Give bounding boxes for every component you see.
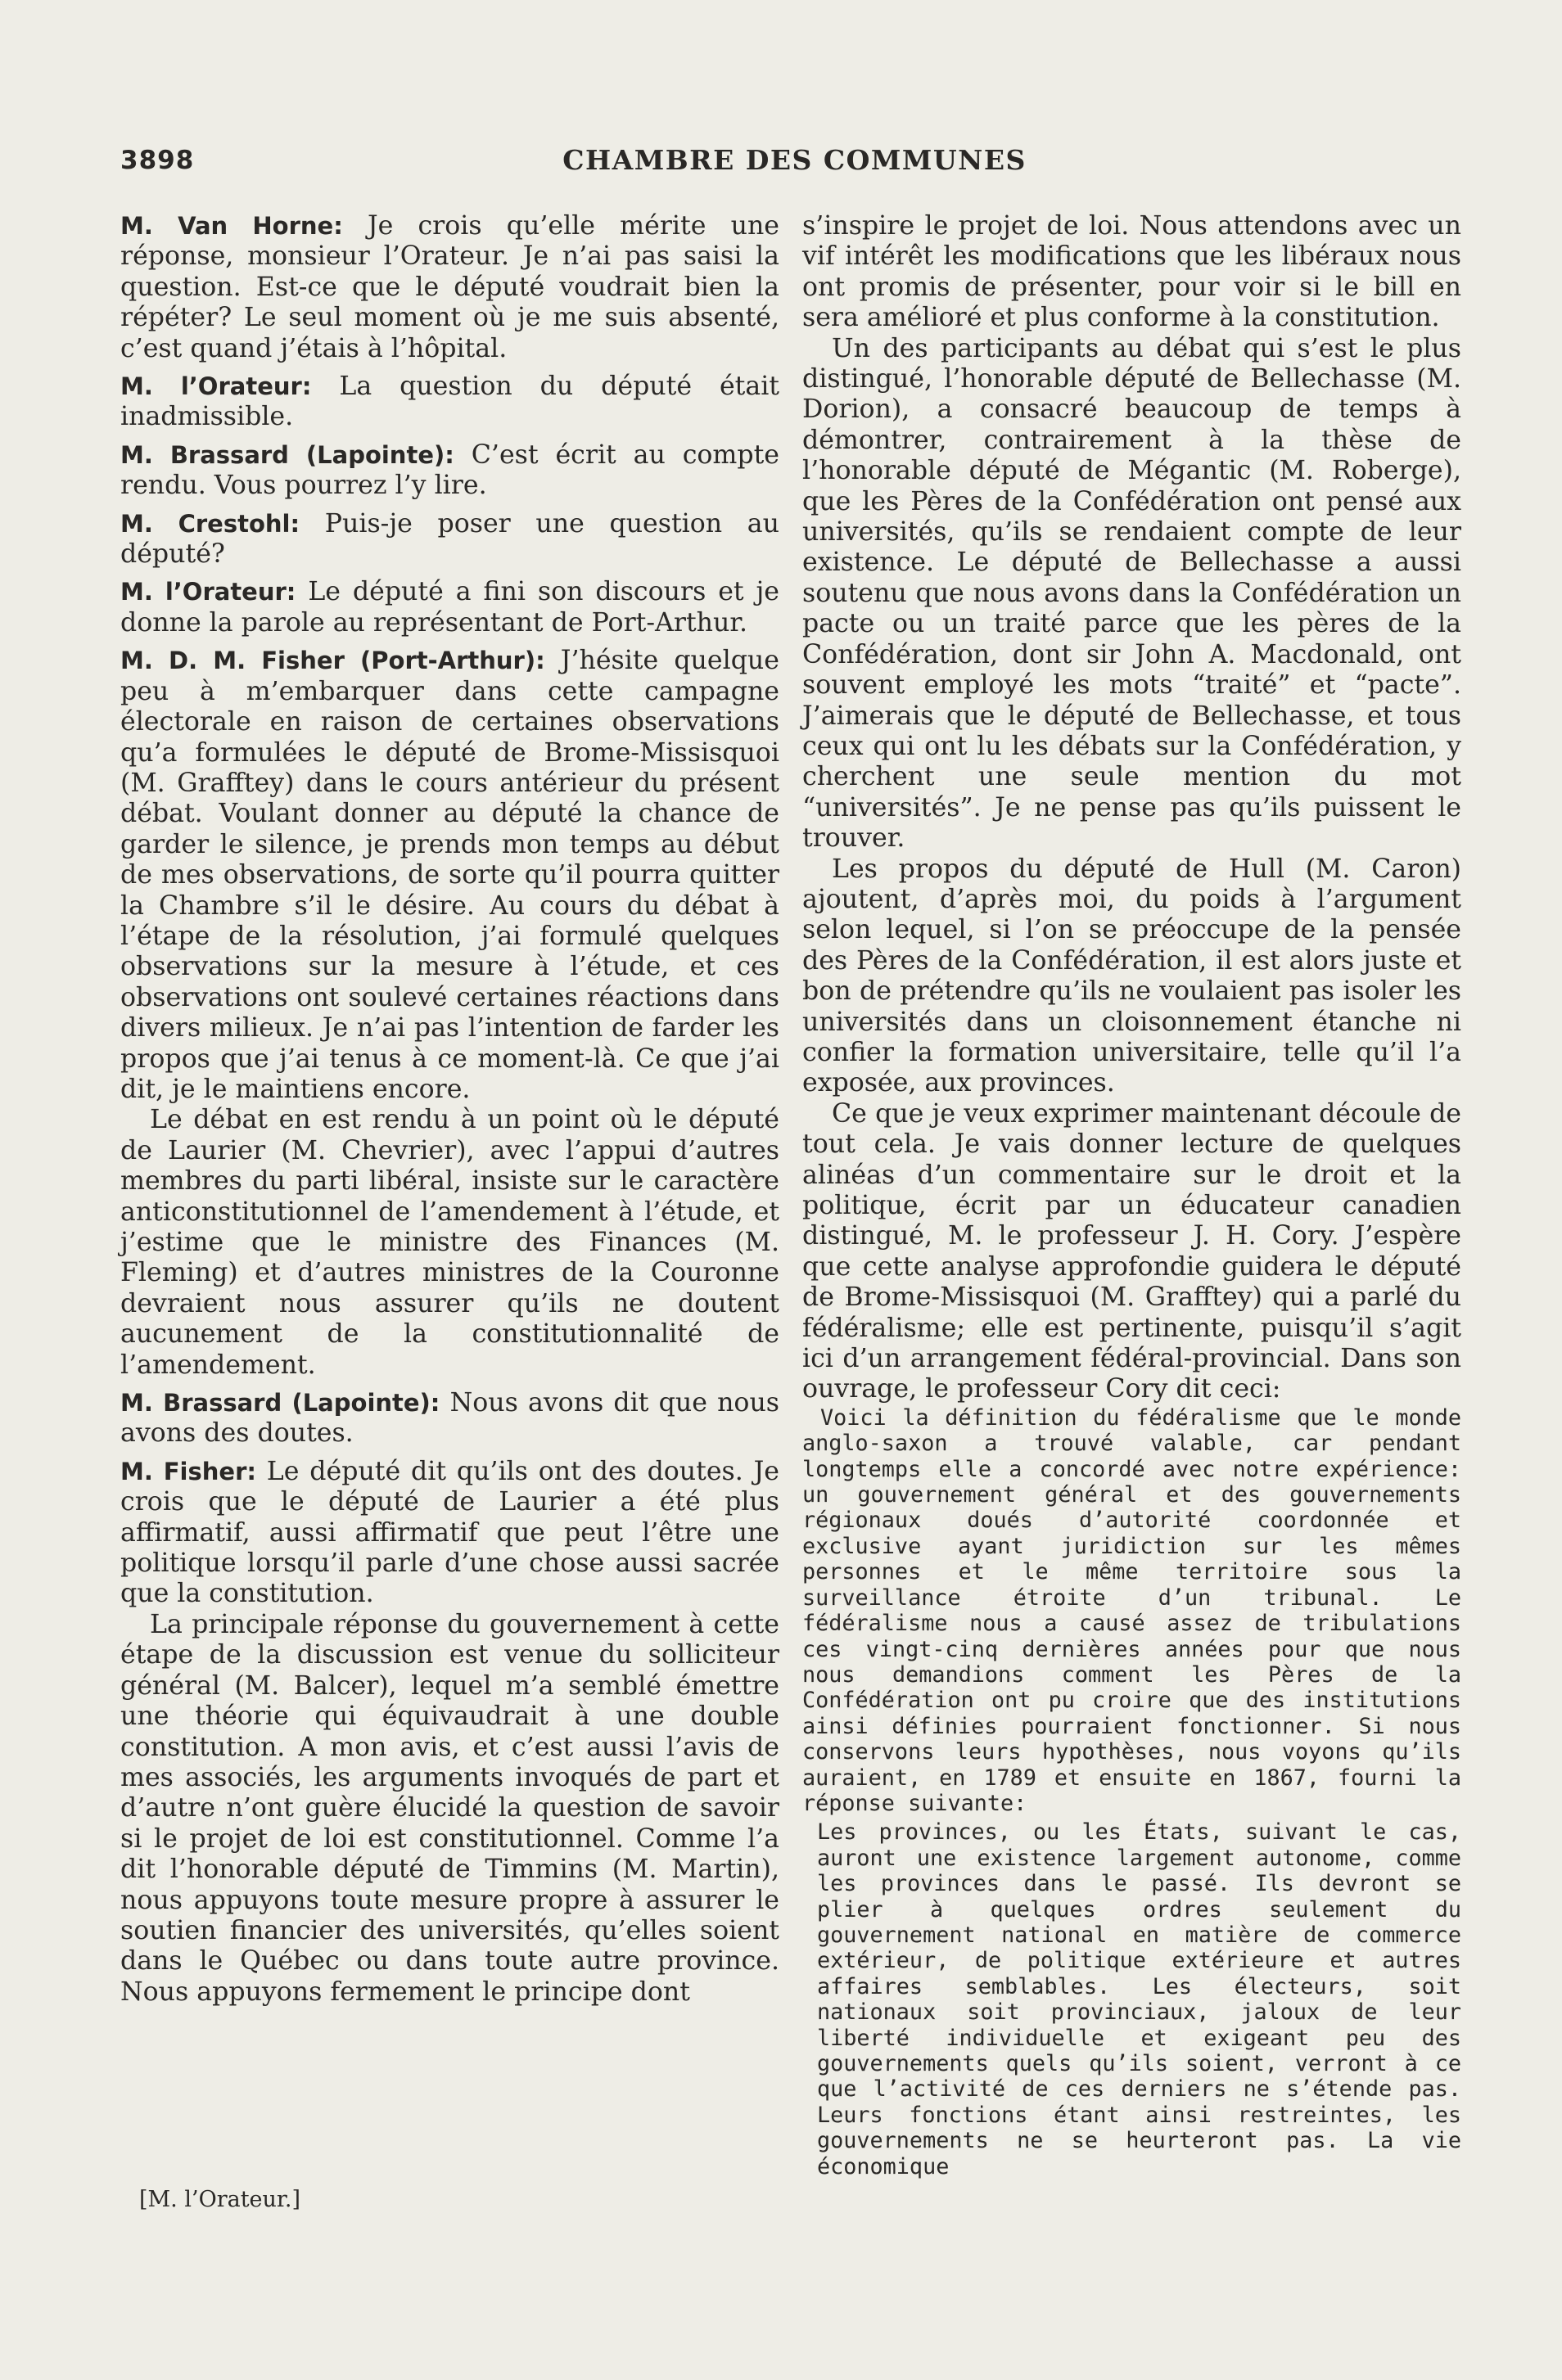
speech-text: Je crois qu’elle mérite une réponse, monsieur l’Orateur. Je n’ai pas saisi la question. Est-ce que le député voudrait bien la répéter? Le seul moment où je me suis absenté, c’est quand j’étais à l’hôpital. <box>120 211 779 363</box>
speech-text: Le député dit qu’ils ont des doutes. Je crois que le député de Laurier a été plus affirmatif, aussi affirmatif que peut l’être une politique lorsqu’il parle d’une chose aussi sacrée que la constitution. <box>120 1456 779 1609</box>
page-header <box>120 144 1469 185</box>
speaker-name: M. l’Orateur: <box>120 372 312 401</box>
speech-text: La question du député était inadmissible. <box>120 372 780 432</box>
page-number: 3898 <box>120 146 195 175</box>
nested-block-quote: Les provinces, ou les États, suivant le cas, auront une existence largement autonome, comme les provinces dans le passé. Ils devront se plier à quelques ordres seulement du gouvernement national en matière de commerce extérieur, de politique extérieure et autres affaires semblables. Les électeurs, soit nationaux soit provinciaux, jaloux de leur liberté individuelle et exigeant peu des gouvernements quels qu’ils soient, verront à ce que l’activité de ces derniers ne s’étende pas. Leurs fonctions étant ainsi restreintes, les gouvernements ne se heurteront pas. La vie économique <box>817 1819 1461 2179</box>
speech-text: La principale réponse du gouvernement à cette étape de la discussion est venue du solliciteur général (M. Balcer), lequel m’a semblé émettre une théorie qui équivaudrait à une double constitution. A mon avis, et c’est aussi l’avis de mes associés, les arguments invoqués de part et d’autre n’ont guère élucidé la question de savoir si le projet de loi est constitutionnel. Comme l’a dit l’honorable député de Timmins (M. Martin), nous appuyons toute mesure propre à assurer le soutien financier des universités, qu’elles soient dans le Québec ou dans toute autre province. Nous appuyons fermement le principe dont <box>120 1609 779 2007</box>
speaker-name: M. Van Horne: <box>120 212 343 240</box>
speech-paragraph <box>120 372 779 433</box>
speech-text: C’est écrit au compte rendu. Vous pourrez l’y lire. <box>120 439 779 501</box>
body-paragraph: Un des participants au débat qui s’est le plus distingué, l’honorable député de Bellechasse (M. Dorion), a consacré beaucoup de temps à démontrer, contrairement à la thèse de l’honorable député de Mégantic (M. Roberge), que les Pères de la Confédération ont pensé aux universités, qu’ils se rendaient compte de leur existence. Le député de Bellechasse a aussi soutenu que nous avons dans la Confédération un pacte ou un traité parce que les pères de la Confédération, dont sir John A. Macdonald, ont souvent employé les mots “traité” et “pacte”. J’aimerais que le député de Bellechasse, et tous ceux qui ont lu les débats sur la Confédération, y cherchent une seule mention du mot “universités”. Je ne pense pas qu’ils puissent le trouver. <box>802 333 1461 854</box>
speech-text: Nous avons dit que nous avons des doutes. <box>120 1388 780 1449</box>
body-paragraph: Les propos du député de Hull (M. Caron) ajoutent, d’après moi, du poids à l’argument selon lequel, si l’on se préoccupe de la pensée des Pères de la Confédération, il est alors juste et bon de prétendre qu’ils ne voulaient pas isoler les universités dans un cloisonnement étanche ni confier la formation universitaire, telle qu’il l’a exposée, aux provinces. <box>802 854 1461 1098</box>
speaker-name: M. l’Orateur: <box>120 578 296 606</box>
speaker-name: M. D. M. Fisher (Port-Arthur): <box>120 647 545 675</box>
speaker-name: M. Brassard (Lapointe): <box>120 440 454 469</box>
speech-paragraph <box>120 440 779 502</box>
body-paragraph: s’inspire le projet de loi. Nous attendons avec un vif intérêt les modifications que les libéraux nous ont promis de présenter, pour voir si le bill en sera amélioré et plus conforme à la constitution. <box>802 211 1461 333</box>
running-head: CHAMBRE DES COMMUNES <box>562 144 1027 176</box>
speech-text: J’hésite quelque peu à m’embarquer dans cette campagne électorale en raison de certaines observations qu’a formulées le député de Brome-Missisquoi (M. Grafftey) dans le cours antérieur du présent débat. Voulant donner au député la chance de garder le silence, je prends mon temps au début de mes observations, de sorte qu’il pourra quitter la Chambre s’il le désire. Au cours du débat à l’étape de la résolution, j’ai formulé quelques observations sur la mesure à l’étude, et ces observations ont soulevé certaines réactions dans divers milieux. Je n’ai pas l’intention de farder les propos que j’ai tenus à ce moment-là. Ce que j’ai dit, je le maintiens encore. <box>120 646 779 1104</box>
block-quote: Voici la définition du fédéralisme que le monde anglo-saxon a trouvé valable, car pendant longtemps elle a concordé avec notre expérience: un gouvernement général et des gouvernements régionaux doués d’autorité coordonnée et exclusive ayant juridiction sur les mêmes personnes et le même territoire sous la surveillance étroite d’un tribunal. Le fédéralisme nous a causé assez de tribulations ces vingt-cinq dernières années pour que nous nous demandions comment les Pères de la Confédération ont pu croire que des institutions ainsi définies pourraient fonctionner. Si nous conservons leurs hypothèses, nous voyons qu’ils auraient, en 1789 et ensuite en 1867, fourni la réponse suivante: <box>802 1404 1461 1816</box>
left-column <box>120 211 779 2015</box>
page-footnote: [M. l’Orateur.] <box>139 2187 300 2212</box>
speech-paragraph <box>120 577 779 638</box>
speech-text: Le débat en est rendu à un point où le député de Laurier (M. Chevrier), avec l’appui d’autres membres du parti libéral, insiste sur le caractère anticonstitutionnel de l’amendement à l’étude, et j’estime que le ministre des Finances (M. Fleming) et d’autres ministres de la Couronne devraient nous assurer qu’ils ne doutent aucunement de la constitutionnalité de l’amendement. <box>120 1105 779 1380</box>
speaker-name: M. Brassard (Lapointe): <box>120 1389 440 1418</box>
speech-text: Puis-je poser une question au député? <box>120 508 779 570</box>
speaker-name: M. Crestohl: <box>120 509 300 538</box>
speech-paragraph <box>120 1610 779 2008</box>
speech-paragraph <box>120 1388 779 1449</box>
speech-paragraph <box>120 1105 779 1381</box>
speech-paragraph <box>120 211 779 364</box>
speaker-name: M. Fisher: <box>120 1457 256 1485</box>
right-column <box>802 211 1461 2179</box>
speech-paragraph <box>120 1457 779 1610</box>
speech-paragraph <box>120 509 779 570</box>
speech-text: Le député a fini son discours et je donne la parole au représentant de Port-Arthur. <box>120 577 779 638</box>
body-paragraph: Ce que je veux exprimer maintenant découle de tout cela. Je vais donner lecture de quelques alinéas d’un commentaire sur le droit et la politique, écrit par un éducateur canadien distingué, M. le professeur J. H. Cory. J’espère que cette analyse approfondie guidera le député de Brome-Missisquoi (M. Grafftey) qui a parlé du fédéralisme; elle est pertinente, puisqu’il s’agit ici d’un arrangement fédéral-provincial. Dans son ouvrage, le professeur Cory dit ceci: <box>802 1098 1461 1404</box>
speech-paragraph <box>120 646 779 1105</box>
